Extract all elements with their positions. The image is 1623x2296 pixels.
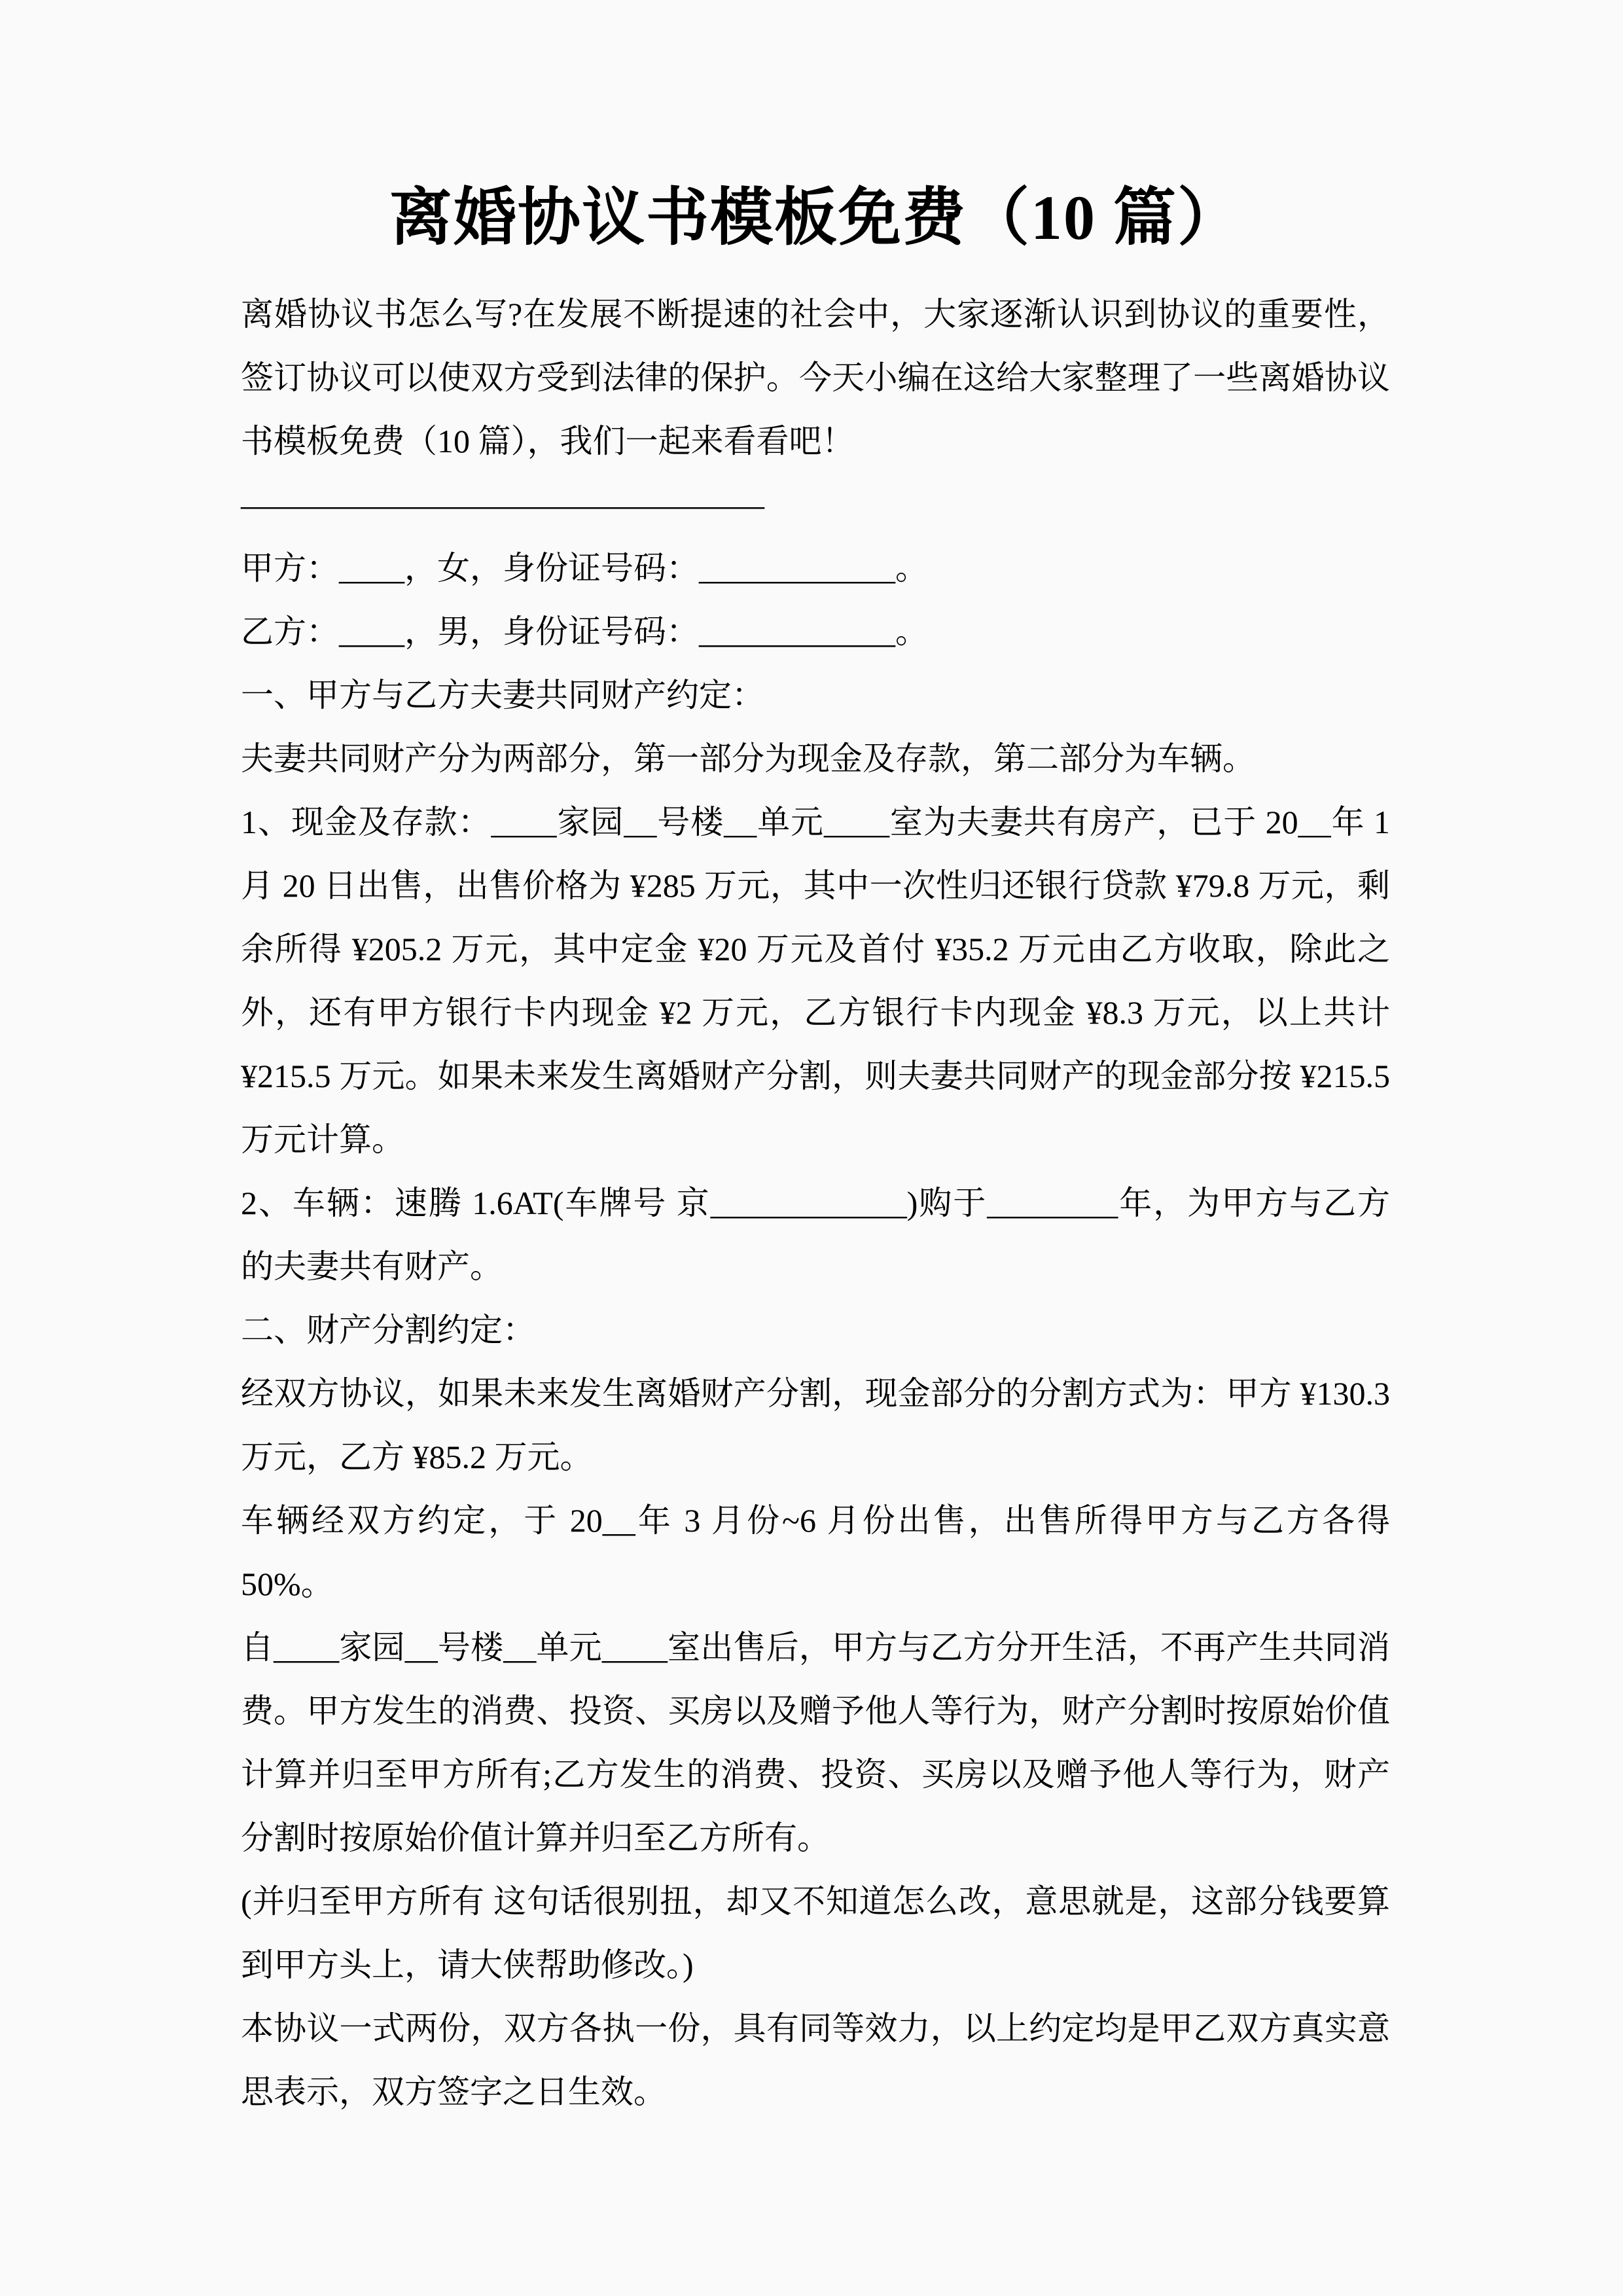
paragraph: 2、车辆：速腾 1.6AT(车牌号 京____________)购于________年，为甲方与乙方的夫妻共有财产。 bbox=[241, 1185, 1390, 1285]
paragraph: 1、现金及存款：____家园__号楼__单元____室为夫妻共有房产，已于 20__年 1 月 20 日出售，出售价格为 ¥285 万元，其中一次性归还银行贷款 ¥79.8 万元，剩余所得 ¥205.2 万元，其中定金 ¥20 万元及首付 ¥35.2 万元由乙方收取，除此之外，还有甲方银行卡内现金 ¥2 万元，乙方银行卡内现金 ¥8.3 万元，以上共计 ¥215.5 万元。如果未来发生离婚财产分割，则夫妻共同财产的现金部分按 ¥215.5 万元计算。 bbox=[241, 804, 1390, 1158]
paragraph: 一、甲方与乙方夫妻共同财产约定： bbox=[241, 677, 764, 713]
paragraph: 二、财产分割约定： bbox=[241, 1312, 535, 1348]
paragraph: 夫妻共同财产分为两部分，第一部分为现金及存款，第二部分为车辆。 bbox=[241, 740, 1255, 777]
paragraph: 车辆经双方约定，于 20__年 3 月份~6 月份出售，出售所得甲方与乙方各得 50%。 bbox=[241, 1502, 1390, 1602]
paragraph: 本协议一式两份，双方各执一份，具有同等效力，以上约定均是甲乙双方真实意思表示，双方签字之日生效。 bbox=[241, 2010, 1390, 2110]
document-title: 离婚协议书模板免费（10 篇） bbox=[389, 183, 1241, 253]
paragraph: 经双方协议，如果未来发生离婚财产分割，现金部分的分割方式为：甲方 ¥130.3 万元，乙方 ¥85.2 万元。 bbox=[241, 1375, 1390, 1475]
paragraph: 自____家园__号楼__单元____室出售后，甲方与乙方分开生活，不再产生共同消费。甲方发生的消费、投资、买房以及赠予他人等行为，财产分割时按原始价值计算并归至甲方所有;乙方发生的消费、投资、买房以及赠予他人等行为，财产分割时按原始价值计算并归至乙方所有。 bbox=[241, 1629, 1390, 1856]
paragraph: 离婚协议书怎么写?在发展不断提速的社会中，大家逐渐认识到协议的重要性，签订协议可以使双方受到法律的保护。今天小编在这给大家整理了一些离婚协议书模板免费（10 篇），我们一起来看看吧！ bbox=[241, 296, 1390, 459]
document-body bbox=[241, 283, 1390, 2124]
paragraph: 甲方：____，女，身份证号码：____________。 bbox=[241, 550, 928, 586]
paragraph: (并归至甲方所有 这句话很别扭，却又不知道怎么改，意思就是，这部分钱要算到甲方头上，请大侠帮助修改。) bbox=[241, 1883, 1390, 1983]
paragraph: 乙方：____，男，身份证号码：____________。 bbox=[241, 613, 928, 650]
paragraph: ———————————————— bbox=[241, 486, 764, 523]
